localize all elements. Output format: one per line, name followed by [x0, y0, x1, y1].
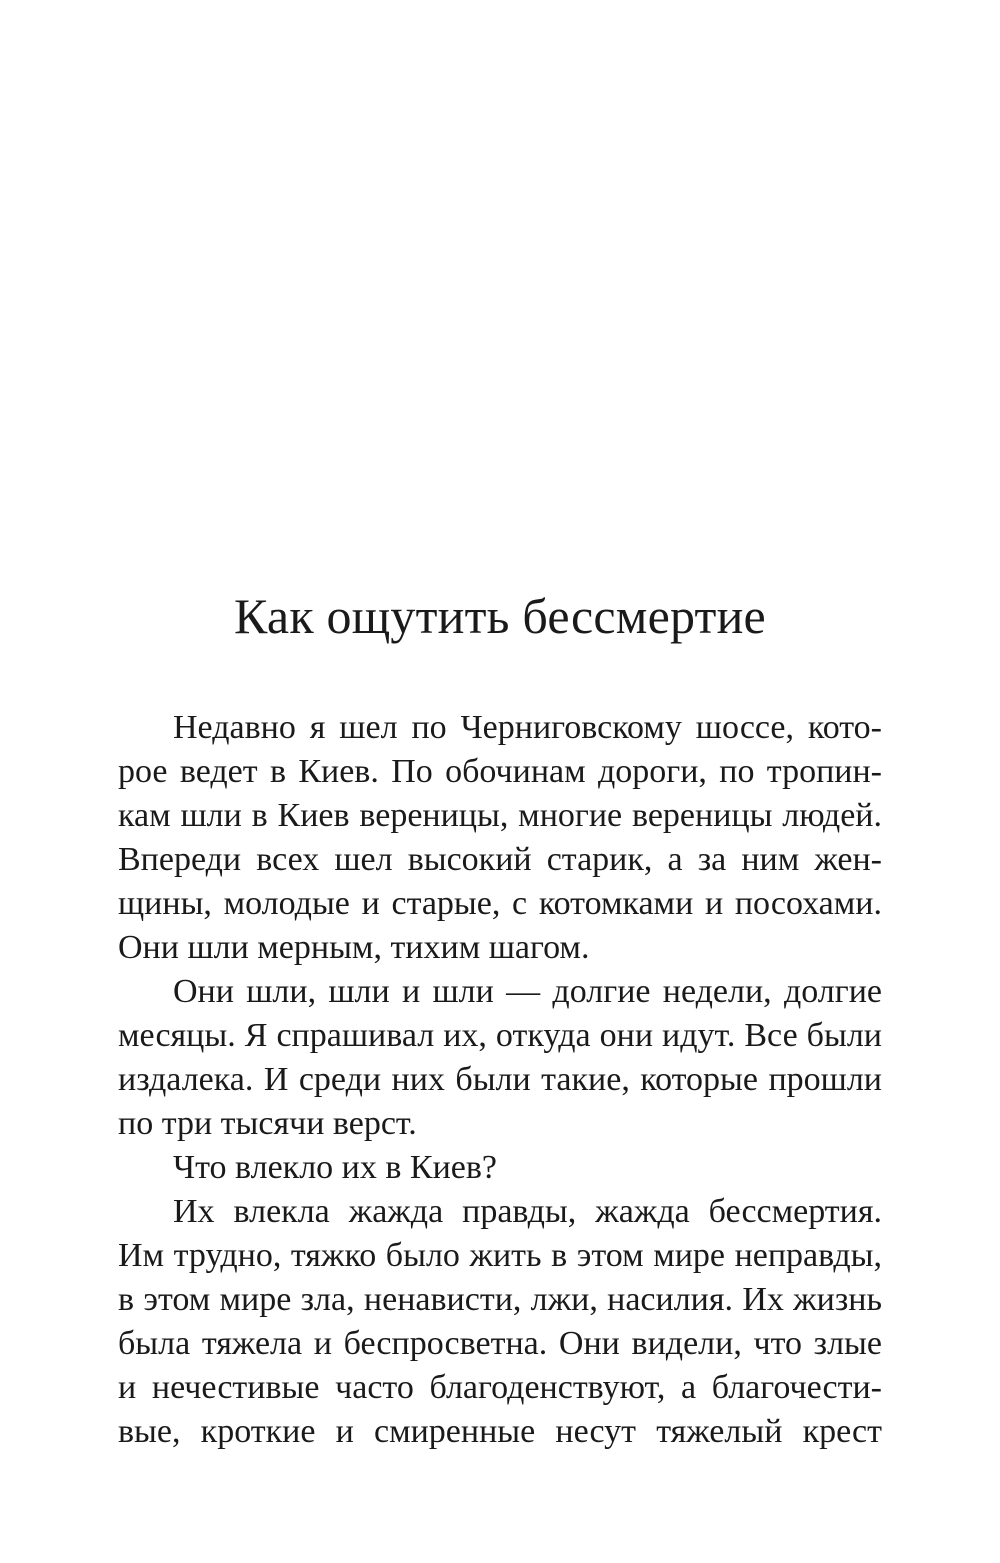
text-line: в этом мире зла, ненависти, лжи, насилия. Их жизнь: [118, 1281, 882, 1318]
text-line: по три тысячи верст.: [118, 1105, 417, 1142]
text-line: щины, молодые и старые, с котомками и посохами.: [118, 885, 882, 922]
text-line: Им трудно, тяжко было жить в этом мире неправды,: [118, 1237, 882, 1274]
text-line: Что влекло их в Киев?: [173, 1149, 498, 1186]
text-line: Их влекла жажда правды, жажда бессмертия.: [173, 1193, 882, 1230]
text-line: Недавно я шел по Черниговскому шоссе, кото-: [173, 709, 882, 746]
text-line: Они шли мерным, тихим шагом.: [118, 929, 590, 966]
text-line: вые, кроткие и смиренные несут тяжелый крест: [118, 1413, 882, 1450]
text-line: и нечестивые часто благоденствуют, а благочести-: [118, 1369, 882, 1406]
text-line: рое ведет в Киев. По обочинам дороги, по тропин-: [118, 753, 882, 790]
text-line: кам шли в Киев вереницы, многие вереницы людей.: [118, 797, 882, 834]
text-line: Они шли, шли и шли — долгие недели, долгие: [173, 973, 882, 1010]
body-text: [118, 706, 882, 1454]
text-line: издалека. И среди них были такие, которые прошли: [118, 1061, 882, 1098]
text-line: месяцы. Я спрашивал их, откуда они идут. Все были: [118, 1017, 882, 1054]
text-line: была тяжела и беспросветна. Они видели, что злые: [118, 1325, 882, 1362]
chapter-title: Как ощутить бессмертие: [234, 588, 766, 644]
text-line: Впереди всех шел высокий старик, а за ним жен-: [118, 841, 882, 878]
